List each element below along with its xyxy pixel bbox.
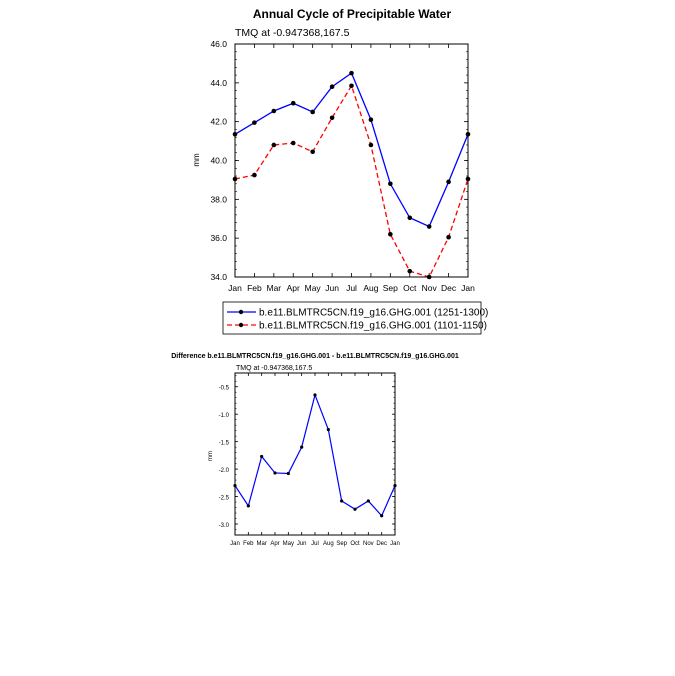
series-2-point: [310, 149, 315, 154]
x-tick-label: Feb: [247, 283, 262, 293]
x-tick-label: Apr: [270, 541, 280, 547]
series-1-point: [252, 120, 257, 125]
y-tick-label: 34.0: [210, 272, 227, 282]
x-tick-label: Jan: [230, 541, 240, 547]
y-tick-label: -3.0: [218, 523, 229, 530]
series-1-point: [466, 132, 471, 137]
series-1-point: [287, 472, 290, 475]
chart2-y-axis-label: mm: [208, 451, 214, 461]
x-tick-label: Jun: [325, 283, 339, 293]
series-line-1: [235, 395, 395, 516]
series-2-point: [330, 115, 335, 120]
series-2-point: [291, 141, 296, 146]
y-tick-label: -1.5: [218, 440, 229, 447]
series-1-point: [233, 132, 238, 137]
series-1-point: [427, 224, 432, 229]
y-tick-label: -2.5: [218, 495, 229, 502]
series-1-point: [330, 84, 335, 89]
series-1-point: [353, 508, 356, 511]
series-1-point: [388, 182, 393, 187]
legend-entry-2: [227, 321, 487, 332]
series-1-point: [233, 484, 236, 487]
series-1-point: [260, 455, 263, 458]
x-tick-label: Jan: [390, 541, 400, 547]
x-tick-label: Dec: [441, 283, 457, 293]
x-tick-label: Jan: [461, 283, 475, 293]
series-1-point: [367, 499, 370, 502]
chart1-legend: [223, 302, 488, 334]
y-tick-label: -1.0: [218, 413, 229, 420]
x-tick-label: May: [304, 283, 321, 293]
legend-marker-2: [239, 323, 243, 327]
y-tick-label: -0.5: [218, 385, 229, 392]
series-2-point: [427, 275, 432, 280]
series-1-point: [393, 484, 396, 487]
series-1-point: [369, 117, 374, 122]
legend-label-2: b.e11.BLMTRC5CN.f19_g16.GHG.001 (1101-1150): [259, 320, 487, 332]
series-1-point: [273, 471, 276, 474]
x-tick-label: Sep: [382, 283, 398, 293]
series-1-point: [407, 215, 412, 220]
x-tick-label: Feb: [243, 541, 254, 547]
series-2-point: [272, 143, 277, 148]
legend-entry-1: [227, 308, 488, 319]
x-tick-label: Aug: [363, 283, 379, 293]
x-tick-label: Sep: [336, 541, 348, 547]
series-1-point: [272, 109, 277, 114]
x-tick-label: Jul: [311, 541, 319, 547]
series-1-point: [313, 393, 316, 396]
y-tick-label: 40.0: [210, 155, 227, 166]
x-tick-label: Mar: [266, 283, 282, 293]
series-1-point: [310, 110, 315, 115]
series-1-point: [349, 71, 354, 76]
x-tick-label: Oct: [350, 541, 360, 547]
y-tick-label: 36.0: [210, 233, 227, 244]
y-tick-label: 46.0: [210, 39, 227, 49]
chart1-subtitle: TMQ at -0.947368,167.5: [235, 27, 350, 39]
x-tick-label: Jun: [296, 541, 307, 547]
x-tick-label: May: [282, 541, 295, 547]
x-tick-label: Oct: [403, 283, 417, 293]
chart2-title: Difference b.e11.BLMTRC5CN.f19_g16.GHG.001 - b.e11.BLMTRC5CN.f19_g16.GHG.001: [171, 353, 459, 360]
chart1-plot-frame: [235, 44, 468, 277]
x-tick-label: Mar: [256, 541, 267, 547]
x-tick-label: Dec: [376, 541, 388, 547]
series-2-point: [233, 177, 238, 182]
series-1-point: [327, 428, 330, 431]
series-1-point: [380, 514, 383, 517]
series-1-point: [247, 504, 250, 507]
x-tick-label: Nov: [362, 541, 374, 547]
series-2-point: [349, 83, 354, 88]
series-1-point: [300, 446, 303, 449]
legend-marker-1: [239, 310, 243, 314]
y-tick-label: -2.0: [218, 468, 229, 475]
x-tick-label: Jan: [228, 283, 242, 293]
series-1-point: [446, 180, 451, 185]
legend-label-1: b.e11.BLMTRC5CN.f19_g16.GHG.001 (1251-1300): [259, 307, 489, 319]
y-tick-label: 42.0: [210, 116, 227, 127]
series-2-point: [388, 232, 393, 237]
series-2-point: [466, 177, 471, 182]
chart2-subtitle: TMQ at -0.947368,167.5: [236, 365, 313, 372]
y-tick-label: 44.0: [210, 77, 227, 88]
chart1-title: Annual Cycle of Precipitable Water: [252, 7, 452, 21]
series-2-point: [369, 143, 374, 148]
x-tick-label: Jul: [346, 283, 357, 293]
y-tick-label: 38.0: [210, 194, 227, 205]
series-1-point: [340, 499, 343, 502]
series-line-2: [235, 86, 468, 277]
series-2-point: [446, 235, 451, 240]
series-2-point: [252, 173, 257, 178]
x-tick-label: Aug: [322, 541, 334, 547]
chart1-y-axis-label: mm: [192, 153, 201, 167]
series-2-point: [407, 269, 412, 274]
x-tick-label: Nov: [421, 283, 437, 293]
x-tick-label: Apr: [286, 283, 300, 293]
series-1-point: [291, 101, 296, 106]
